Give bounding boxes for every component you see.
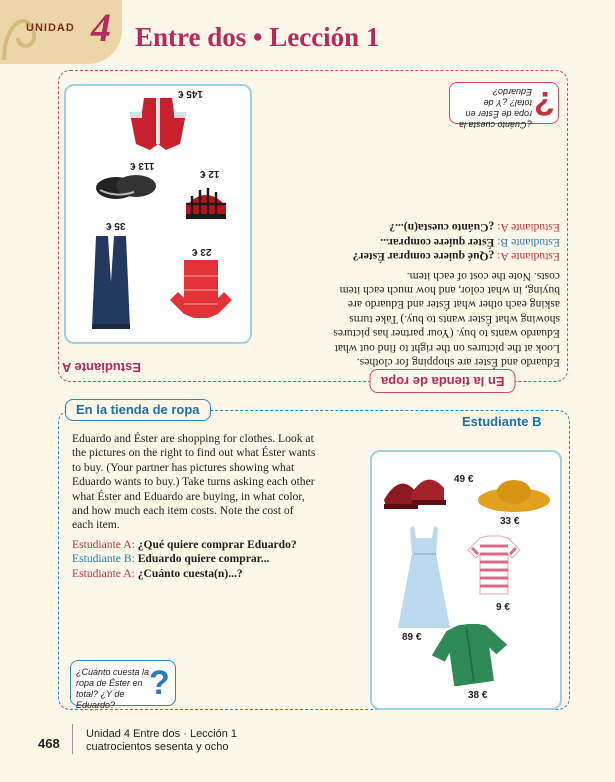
page-number: 468 [38,736,60,751]
clothing-images-a [64,84,252,344]
footer-line: cuatrocientos sesenta y ocho [86,741,229,753]
dialogue-line: Estudiante B: Eduardo quiere comprar... [72,552,270,566]
unit-label: UNIDAD [26,22,75,34]
jacket-icon [126,94,190,154]
sun-hat-icon [476,476,552,514]
question-text: ¿Cuánto cuesta la ropa de Éster en total? ¿Y de Eduardo? [458,87,532,130]
footer-text [86,728,237,754]
section-tag-b: En la tienda de ropa [65,399,211,421]
price-label: 35 € [106,220,126,231]
price-label: 23 € [192,246,212,257]
page-title: Entre dos • Lección 1 [135,22,380,52]
dialogue-line: Estudiante A: ¿Cuánto cuesta(n)...? [389,221,560,235]
clothing-images-b [370,450,562,710]
unit-number: 4 [91,5,111,50]
instructions-paragraph: Eduardo and Éster are shopping for clothes. Look at the pictures on the right to find out what Éster wants to buy. (Your partner has pictures showing what Eduardo wants to buy.) Take turns asking each other what Éster and Eduardo are buying, in what color, and how much each item costs. Note the cost of each item. [72,432,316,532]
dialogue-line: Estudiante B: Éster quiere comprar... [380,235,560,249]
sandals-icon [380,462,450,514]
plaid-cap-icon [182,184,230,224]
instructions-b [72,432,317,581]
jeans-icon [86,232,136,332]
section-tag-a: En la tienda de ropa [370,369,516,393]
dialogue-line: Estudiante A: ¿Cuánto cuesta(n)...? [72,566,243,580]
question-mark-icon: ? [149,664,170,702]
price-label: 9 € [496,602,510,613]
dialogue-line: Estudiante A: ¿Qué quiere comprar Eduardo? [72,537,297,551]
student-label-a: Estudiante A [62,360,141,375]
price-label: 89 € [402,632,422,643]
price-label: 145 € [178,88,204,99]
striped-shirt-icon [466,534,522,596]
student-label-b: Estudiante B [462,414,542,429]
price-label: 33 € [500,516,520,527]
sneakers-icon [94,166,158,206]
question-box-b [70,660,176,710]
footer-line: Unidad 4 Entre dos · Lección 1 [86,728,238,740]
question-text: ¿Cuánto cuesta la ropa de Éster en total? ¿Y de Eduardo? [76,667,150,710]
dress-icon [394,524,454,630]
footer-divider [72,724,73,754]
dialogue-line: Estudiante A: ¿Qué quiere comprar Éster? [352,250,560,264]
price-label: 12 € [200,168,220,179]
price-label: 38 € [468,690,488,701]
question-box-a [449,82,559,130]
price-label: 113 € [130,160,155,171]
price-label: 49 € [454,474,474,485]
instructions-paragraph: Eduardo and Éster are shopping for clothes. Look at the pictures on the right to find out what Eduardo wants to buy. (Your partner has pictures showing what Éster wants to buy.) Take turns asking each other what Éster and Eduardo are buying, in what color, and how much each item costs. Note the cost of each item. [333,269,560,370]
red-shirt-icon [168,258,234,318]
green-shirt-icon [430,624,510,686]
instructions-a [330,220,560,369]
question-mark-icon: ? [534,84,555,122]
